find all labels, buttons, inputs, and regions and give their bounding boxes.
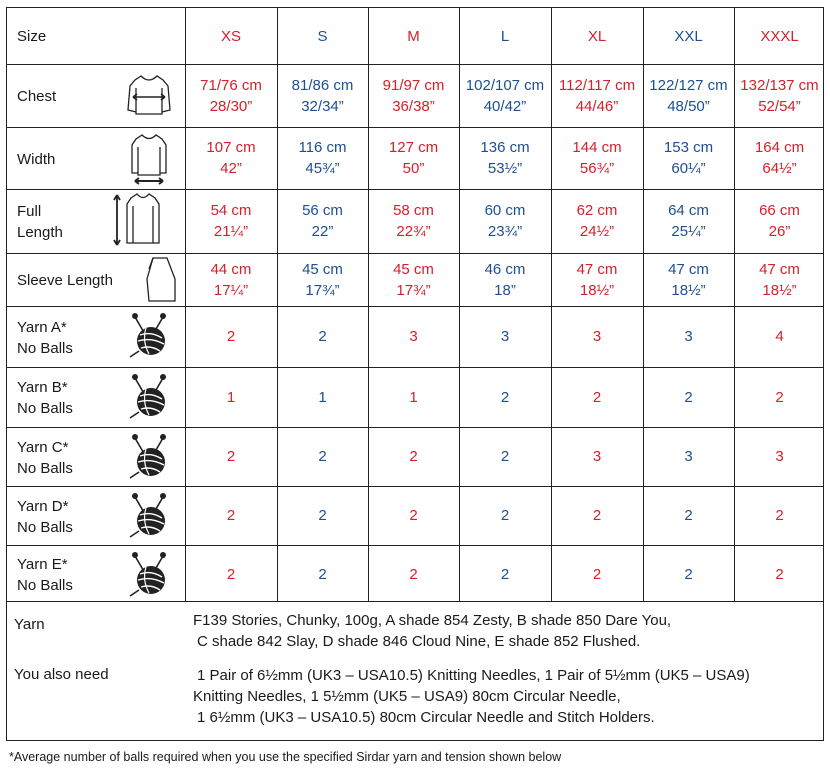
value-primary: 2	[775, 388, 784, 406]
row-label	[17, 86, 56, 107]
size-value-cell	[734, 253, 825, 306]
value-primary: 2	[318, 507, 327, 524]
value-primary: 45 cm	[393, 260, 434, 278]
size-value-cell	[643, 189, 734, 253]
value-primary: 3	[500, 328, 510, 345]
value-primary: 144 cm	[572, 139, 622, 156]
size-value-cell	[185, 545, 277, 603]
value-secondary: 56¾”	[579, 160, 615, 177]
value-primary: 122/127 cm	[649, 76, 728, 94]
value-primary: 2	[318, 448, 327, 465]
value-primary: 107 cm	[206, 139, 256, 156]
value-secondary: 28/30”	[209, 97, 253, 115]
value-primary: 2	[500, 388, 510, 406]
value-primary: 2	[226, 448, 236, 465]
size-value-cell	[459, 127, 551, 189]
value-secondary: 22”	[311, 223, 334, 240]
size-value-cell	[551, 486, 643, 545]
value-secondary: 18½”	[762, 281, 797, 299]
size-value-cell	[185, 127, 277, 189]
size-value-cell	[368, 127, 459, 189]
row-label	[17, 149, 55, 170]
size-value-cell	[277, 253, 368, 306]
row-label	[17, 201, 63, 243]
size-value-cell	[551, 306, 643, 367]
row-label-line: Yarn A*	[17, 318, 67, 336]
value-primary: 56 cm	[302, 202, 343, 219]
size-header-xxxl: XXXL	[760, 27, 799, 45]
value-primary: 81/86 cm	[291, 76, 354, 94]
value-primary: 112/117 cm	[558, 76, 636, 94]
size-value-cell	[643, 427, 734, 486]
size-header-l: L	[500, 27, 510, 45]
value-secondary: 25¼”	[671, 223, 706, 240]
value-primary: 2	[226, 328, 236, 345]
value-secondary: 36/38”	[392, 97, 435, 115]
value-primary: 2	[500, 448, 510, 465]
size-value-cell	[185, 189, 277, 253]
size-value-cell	[185, 427, 277, 486]
size-value-cell	[551, 127, 643, 189]
value-primary: 2	[318, 565, 327, 583]
value-primary: 2	[409, 565, 418, 583]
value-primary: 2	[684, 507, 693, 524]
value-secondary: 44/46”	[575, 97, 619, 115]
value-secondary: 60¼”	[671, 160, 706, 177]
value-primary: 1	[226, 388, 236, 406]
value-secondary: 26”	[768, 223, 791, 240]
value-secondary: 32/34”	[301, 97, 344, 115]
size-value-cell	[185, 486, 277, 545]
size-header-label: Size	[17, 28, 47, 45]
value-secondary: 53½”	[487, 160, 523, 177]
size-value-cell	[551, 189, 643, 253]
size-header-s: S	[317, 27, 328, 45]
value-primary: 62 cm	[576, 202, 618, 219]
row-label	[17, 437, 73, 479]
yarn-ball-icon	[127, 491, 171, 544]
row-label-line: No Balls	[17, 339, 73, 357]
size-header-xxl: XXL	[674, 27, 703, 45]
value-primary: 4	[775, 328, 784, 345]
row-label-line: No Balls	[17, 459, 73, 477]
size-value-cell	[551, 367, 643, 427]
value-primary: 2	[684, 388, 693, 406]
size-value-cell	[459, 367, 551, 427]
row-label-line: No Balls	[17, 400, 73, 417]
size-value-cell	[734, 64, 825, 127]
value-primary: 116 cm	[298, 139, 347, 156]
value-primary: 2	[409, 448, 418, 465]
value-secondary: 17¼”	[213, 281, 249, 299]
row-label-line: Yarn D*	[17, 497, 69, 515]
value-primary: 54 cm	[210, 202, 252, 219]
value-primary: 2	[592, 507, 602, 524]
yarn-details-line: F139 Stories, Chunky, 100g, A shade 854 Zesty, B shade 850 Dare You,	[193, 612, 672, 629]
value-primary: 47 cm	[759, 260, 800, 278]
value-primary: 2	[775, 507, 784, 524]
value-primary: 2	[500, 507, 510, 524]
value-primary: 60 cm	[484, 202, 526, 219]
size-value-cell	[368, 253, 459, 306]
value-secondary: 18”	[494, 281, 516, 299]
size-value-cell	[368, 64, 459, 127]
size-value-cell	[368, 189, 459, 253]
sleeve-icon	[141, 255, 181, 310]
value-primary: 2	[409, 507, 418, 524]
size-value-cell	[551, 64, 643, 127]
size-value-cell	[551, 545, 643, 603]
row-label-line: Yarn B*	[17, 379, 68, 396]
row-label	[17, 317, 73, 359]
value-primary: 45 cm	[302, 260, 343, 278]
size-header-xs: XS	[220, 27, 241, 45]
size-value-cell	[734, 367, 825, 427]
value-primary: 2	[775, 565, 784, 583]
also-need-line: 1 6½mm (UK3 – USA10.5) 80cm Circular Needle and Stitch Holders.	[197, 709, 655, 726]
yarn-ball-icon	[127, 432, 171, 485]
size-value-cell	[277, 64, 368, 127]
value-primary: 3	[592, 328, 602, 345]
row-label	[17, 270, 113, 291]
row-label	[17, 496, 73, 538]
size-value-cell	[643, 64, 734, 127]
size-value-cell	[277, 127, 368, 189]
value-secondary: 17¾”	[396, 281, 431, 299]
value-primary: 46 cm	[484, 260, 526, 278]
size-value-cell	[734, 306, 825, 367]
yarn-ball-icon	[127, 372, 171, 425]
size-value-cell	[368, 427, 459, 486]
size-value-cell	[277, 306, 368, 367]
row-label-line: Yarn E*	[17, 556, 68, 573]
value-primary: 127 cm	[388, 139, 439, 156]
value-primary: 132/137 cm	[740, 76, 819, 94]
size-value-cell	[734, 545, 825, 603]
yarn-label: Yarn	[14, 616, 45, 633]
value-secondary: 48/50”	[667, 97, 710, 115]
size-value-cell	[734, 486, 825, 545]
size-value-cell	[551, 253, 643, 306]
size-value-cell	[368, 306, 459, 367]
value-primary: 2	[592, 388, 602, 406]
value-secondary: 21¼”	[213, 223, 249, 240]
width-measure-icon	[124, 133, 174, 192]
size-value-cell	[643, 486, 734, 545]
value-primary: 2	[500, 565, 510, 583]
value-secondary: 23¾”	[487, 223, 523, 240]
row-label-line: No Balls	[17, 518, 73, 536]
value-secondary: 18½”	[579, 281, 615, 299]
also-need-line: 1 Pair of 6½mm (UK3 – USA10.5) Knitting Needles, 1 Pair of 5½mm (UK5 – USA9)	[197, 667, 750, 684]
value-secondary: 17¾”	[305, 281, 340, 299]
size-value-cell	[459, 427, 551, 486]
row-label	[17, 554, 73, 596]
size-value-cell	[734, 427, 825, 486]
size-value-cell	[185, 306, 277, 367]
materials-section	[6, 601, 824, 741]
yarn-details-line: C shade 842 Slay, D shade 846 Cloud Nine, E shade 852 Flushed.	[197, 633, 641, 650]
row-label-line: Full	[17, 203, 42, 220]
value-primary: 47 cm	[576, 260, 618, 278]
chest-measure-icon	[124, 72, 174, 123]
row-label-line: Sleeve Length	[17, 272, 113, 289]
size-value-cell	[185, 253, 277, 306]
size-value-cell	[277, 427, 368, 486]
size-value-cell	[277, 367, 368, 427]
size-value-cell	[368, 486, 459, 545]
value-primary: 3	[409, 328, 418, 345]
value-primary: 102/107 cm	[465, 76, 545, 94]
value-primary: 164 cm	[754, 139, 805, 156]
value-primary: 1	[318, 388, 327, 406]
value-primary: 47 cm	[668, 260, 709, 278]
row-label-line: Yarn C*	[17, 438, 69, 456]
row-label-line: Chest	[17, 88, 57, 105]
footnote: *Average number of balls required when you use the specified Sirdar yarn and tension shown below	[9, 750, 562, 764]
value-primary: 64 cm	[668, 202, 709, 219]
length-measure-icon	[111, 191, 167, 254]
size-value-cell	[277, 189, 368, 253]
row-label-line: Length	[17, 224, 63, 241]
value-primary: 3	[592, 448, 602, 465]
size-value-cell	[643, 306, 734, 367]
value-secondary: 22¾”	[396, 223, 431, 240]
size-value-cell	[368, 367, 459, 427]
value-primary: 3	[775, 448, 784, 465]
value-primary: 136 cm	[480, 139, 530, 156]
value-secondary: 50”	[402, 160, 425, 177]
size-value-cell	[459, 545, 551, 603]
value-secondary: 42”	[220, 160, 242, 177]
size-value-cell	[459, 64, 551, 127]
value-primary: 66 cm	[759, 202, 800, 219]
also-need-details	[193, 665, 818, 728]
size-value-cell	[368, 545, 459, 603]
size-value-cell	[459, 253, 551, 306]
row-label	[17, 377, 73, 419]
size-value-cell	[277, 545, 368, 603]
value-primary: 44 cm	[210, 260, 252, 278]
size-value-cell	[277, 486, 368, 545]
size-value-cell	[459, 306, 551, 367]
size-value-cell	[643, 253, 734, 306]
size-value-cell	[734, 127, 825, 189]
value-secondary: 64½”	[762, 160, 797, 177]
size-value-cell	[643, 367, 734, 427]
value-primary: 2	[318, 328, 327, 345]
value-primary: 71/76 cm	[200, 76, 262, 94]
value-secondary: 45¾”	[305, 160, 340, 177]
yarn-ball-icon	[127, 311, 171, 364]
value-primary: 58 cm	[393, 202, 434, 219]
value-primary: 1	[409, 388, 418, 406]
size-value-cell	[734, 189, 825, 253]
size-value-cell	[459, 189, 551, 253]
value-primary: 91/97 cm	[382, 76, 445, 94]
size-value-cell	[643, 545, 734, 603]
also-need-line: Knitting Needles, 1 5½mm (UK5 – USA9) 80cm Circular Needle,	[193, 688, 621, 705]
value-primary: 2	[226, 507, 236, 524]
value-secondary: 18½”	[671, 281, 706, 299]
yarn-ball-icon	[127, 550, 171, 603]
value-primary: 153 cm	[663, 139, 714, 156]
value-secondary: 24½”	[579, 223, 615, 240]
value-primary: 3	[684, 448, 693, 465]
value-primary: 2	[592, 565, 602, 583]
also-need-label: You also need	[14, 666, 109, 683]
row-label-line: No Balls	[17, 577, 73, 594]
size-value-cell	[185, 64, 277, 127]
yarn-details	[193, 610, 818, 652]
size-value-cell	[643, 127, 734, 189]
size-header-xl: XL	[587, 27, 607, 45]
value-secondary: 52/54”	[758, 97, 801, 115]
size-chart-table	[6, 7, 824, 602]
value-secondary: 40/42”	[483, 97, 527, 115]
size-header-m: M	[407, 27, 420, 45]
size-value-cell	[551, 427, 643, 486]
size-value-cell	[459, 486, 551, 545]
value-primary: 3	[684, 328, 693, 345]
size-value-cell	[185, 367, 277, 427]
value-primary: 2	[684, 565, 693, 583]
row-label-line: Width	[17, 150, 56, 168]
value-primary: 2	[226, 565, 236, 583]
